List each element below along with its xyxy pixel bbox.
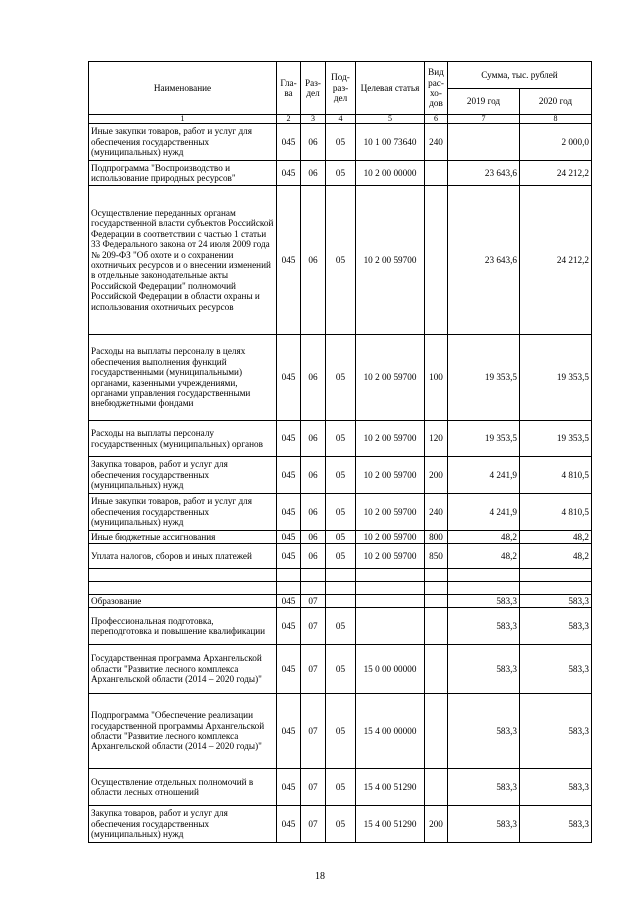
row-amount-2020: 19 353,5 — [520, 335, 592, 421]
row-expense-type — [425, 569, 448, 582]
row-target-article — [356, 582, 425, 595]
row-amount-2020: 583,3 — [520, 769, 592, 806]
row-expense-type: 240 — [425, 494, 448, 531]
row-expense-type: 200 — [425, 806, 448, 843]
row-name: Иные закупки товаров, работ и услуг для обеспечения государственных (муниципальных) нужд — [89, 124, 277, 161]
row-section: 06 — [301, 421, 326, 457]
row-subsection: 05 — [326, 124, 356, 161]
row-subsection: 05 — [326, 769, 356, 806]
row-expense-type: 120 — [425, 421, 448, 457]
row-chapter: 045 — [277, 806, 301, 843]
row-name: Образование — [89, 595, 277, 608]
row-expense-type — [425, 582, 448, 595]
row-subsection — [326, 582, 356, 595]
column-number: 7 — [448, 115, 520, 124]
page-number: 18 — [315, 871, 325, 882]
table-row — [89, 544, 592, 569]
column-number: 8 — [520, 115, 592, 124]
row-section: 06 — [301, 186, 326, 335]
row-section: 07 — [301, 595, 326, 608]
column-number: 2 — [277, 115, 301, 124]
row-amount-2019 — [448, 124, 520, 161]
row-chapter: 045 — [277, 186, 301, 335]
budget-table — [88, 61, 592, 843]
row-chapter: 045 — [277, 494, 301, 531]
header-year-2020: 2020 год — [520, 89, 592, 115]
row-target-article: 10 1 00 73640 — [356, 124, 425, 161]
row-amount-2020: 48,2 — [520, 531, 592, 544]
row-expense-type: 200 — [425, 457, 448, 494]
row-section: 07 — [301, 645, 326, 694]
column-number: 6 — [425, 115, 448, 124]
row-subsection: 05 — [326, 645, 356, 694]
row-subsection: 05 — [326, 608, 356, 645]
row-section: 06 — [301, 124, 326, 161]
column-number: 3 — [301, 115, 326, 124]
header-expense-type: Вид рас-хо-дов — [425, 62, 448, 115]
row-section: 07 — [301, 608, 326, 645]
row-chapter: 045 — [277, 769, 301, 806]
row-target-article: 10 2 00 59700 — [356, 335, 425, 421]
row-expense-type — [425, 595, 448, 608]
row-name — [89, 569, 277, 582]
row-expense-type: 240 — [425, 124, 448, 161]
column-number: 1 — [89, 115, 277, 124]
row-subsection: 05 — [326, 694, 356, 769]
header-amount: Сумма, тыс. рублей — [448, 62, 592, 89]
row-amount-2019: 4 241,9 — [448, 494, 520, 531]
row-section: 07 — [301, 806, 326, 843]
row-target-article: 10 2 00 59700 — [356, 494, 425, 531]
row-amount-2019: 583,3 — [448, 694, 520, 769]
row-subsection: 05 — [326, 544, 356, 569]
row-expense-type — [425, 161, 448, 186]
row-amount-2020: 583,3 — [520, 595, 592, 608]
row-subsection: 05 — [326, 457, 356, 494]
row-chapter: 045 — [277, 608, 301, 645]
row-amount-2019: 23 643,6 — [448, 161, 520, 186]
row-target-article: 15 4 00 51290 — [356, 769, 425, 806]
row-amount-2020 — [520, 569, 592, 582]
table-row — [89, 645, 592, 694]
row-expense-type — [425, 769, 448, 806]
row-subsection: 05 — [326, 494, 356, 531]
table-row — [89, 806, 592, 843]
row-amount-2019: 4 241,9 — [448, 457, 520, 494]
row-subsection: 05 — [326, 335, 356, 421]
table-row — [89, 124, 592, 161]
table-row — [89, 457, 592, 494]
row-target-article: 10 2 00 59700 — [356, 457, 425, 494]
table-body — [89, 124, 592, 843]
row-name: Государственная программа Архангельской области "Развитие лесного комплекса Архангельской области (2014 – 2020 годы)" — [89, 645, 277, 694]
header-section: Раз-дел — [301, 62, 326, 115]
row-section: 06 — [301, 335, 326, 421]
table-row — [89, 494, 592, 531]
row-expense-type: 800 — [425, 531, 448, 544]
row-amount-2020: 4 810,5 — [520, 494, 592, 531]
row-amount-2020: 583,3 — [520, 608, 592, 645]
row-name — [89, 582, 277, 595]
row-chapter: 045 — [277, 335, 301, 421]
row-amount-2019: 48,2 — [448, 531, 520, 544]
row-section: 06 — [301, 161, 326, 186]
row-name: Уплата налогов, сборов и иных платежей — [89, 544, 277, 569]
row-target-article: 10 2 00 59700 — [356, 544, 425, 569]
row-amount-2019: 583,3 — [448, 806, 520, 843]
column-number: 5 — [356, 115, 425, 124]
table-row — [89, 569, 592, 582]
row-section: 07 — [301, 769, 326, 806]
row-expense-type — [425, 645, 448, 694]
table-row — [89, 335, 592, 421]
row-expense-type — [425, 186, 448, 335]
row-section: 06 — [301, 494, 326, 531]
table-row — [89, 608, 592, 645]
row-chapter: 045 — [277, 124, 301, 161]
row-name: Осуществление отдельных полномочий в области лесных отношений — [89, 769, 277, 806]
row-chapter: 045 — [277, 595, 301, 608]
row-name: Осуществление переданных органам государственной власти субъектов Российской Федерации в соответствии с частью 1 статьи 33 Федерального закона от 24 июля 2009 года № 209-ФЗ "Об охоте и о сохранении охотничьих ресурсов и о внесении изменений в отдельные законодательные акты Российской Федерации" полномочий Российской Федерации в области охраны и использования охотничьих ресурсов — [89, 186, 277, 335]
table-row — [89, 186, 592, 335]
row-subsection: 05 — [326, 806, 356, 843]
header-name: Наименование — [89, 62, 277, 115]
row-name: Подпрограмма "Воспроизводство и использование природных ресурсов" — [89, 161, 277, 186]
row-chapter — [277, 582, 301, 595]
table-row — [89, 161, 592, 186]
row-target-article: 10 2 00 59700 — [356, 421, 425, 457]
row-target-article: 10 2 00 59700 — [356, 186, 425, 335]
header-year-2019: 2019 год — [448, 89, 520, 115]
row-chapter: 045 — [277, 694, 301, 769]
row-amount-2020: 48,2 — [520, 544, 592, 569]
row-section: 07 — [301, 694, 326, 769]
row-chapter: 045 — [277, 161, 301, 186]
row-subsection: 05 — [326, 186, 356, 335]
header-subsection: Под-раз-дел — [326, 62, 356, 115]
row-expense-type — [425, 694, 448, 769]
row-expense-type: 100 — [425, 335, 448, 421]
row-name: Профессиональная подготовка, переподготовка и повышение квалификации — [89, 608, 277, 645]
row-chapter: 045 — [277, 457, 301, 494]
row-amount-2019: 583,3 — [448, 769, 520, 806]
row-subsection: 05 — [326, 421, 356, 457]
row-target-article: 15 4 00 51290 — [356, 806, 425, 843]
table-row — [89, 582, 592, 595]
row-amount-2019: 583,3 — [448, 645, 520, 694]
row-amount-2019: 19 353,5 — [448, 335, 520, 421]
row-target-article — [356, 608, 425, 645]
table-header — [89, 62, 592, 124]
row-amount-2020: 19 353,5 — [520, 421, 592, 457]
row-section: 06 — [301, 531, 326, 544]
row-name: Закупка товаров, работ и услуг для обеспечения государственных (муниципальных) нужд — [89, 457, 277, 494]
row-target-article: 10 2 00 59700 — [356, 531, 425, 544]
column-number-row — [89, 115, 592, 124]
row-chapter: 045 — [277, 531, 301, 544]
row-amount-2020: 583,3 — [520, 694, 592, 769]
row-subsection: 05 — [326, 161, 356, 186]
row-subsection — [326, 569, 356, 582]
table-row — [89, 769, 592, 806]
row-name: Иные бюджетные ассигнования — [89, 531, 277, 544]
row-amount-2020: 24 212,2 — [520, 161, 592, 186]
row-amount-2019 — [448, 582, 520, 595]
row-target-article — [356, 595, 425, 608]
row-amount-2019: 23 643,6 — [448, 186, 520, 335]
row-amount-2020: 583,3 — [520, 645, 592, 694]
row-amount-2019: 583,3 — [448, 595, 520, 608]
row-section — [301, 582, 326, 595]
row-expense-type: 850 — [425, 544, 448, 569]
row-amount-2019 — [448, 569, 520, 582]
row-chapter: 045 — [277, 645, 301, 694]
column-number: 4 — [326, 115, 356, 124]
header-chapter: Гла-ва — [277, 62, 301, 115]
row-name: Подпрограмма "Обеспечение реализации государственной программы Архангельской области "Развитие лесного комплекса Архангельской области (2014 – 2020 годы)" — [89, 694, 277, 769]
row-amount-2020: 24 212,2 — [520, 186, 592, 335]
row-amount-2020: 583,3 — [520, 806, 592, 843]
table-row — [89, 531, 592, 544]
row-section: 06 — [301, 544, 326, 569]
row-expense-type — [425, 608, 448, 645]
row-target-article: 15 0 00 00000 — [356, 645, 425, 694]
row-name: Закупка товаров, работ и услуг для обеспечения государственных (муниципальных) нужд — [89, 806, 277, 843]
row-amount-2020: 2 000,0 — [520, 124, 592, 161]
row-section — [301, 569, 326, 582]
row-subsection — [326, 595, 356, 608]
row-amount-2020 — [520, 582, 592, 595]
row-section: 06 — [301, 457, 326, 494]
table-row — [89, 595, 592, 608]
row-amount-2020: 4 810,5 — [520, 457, 592, 494]
row-chapter: 045 — [277, 421, 301, 457]
row-name: Расходы на выплаты персоналу государственных (муниципальных) органов — [89, 421, 277, 457]
row-amount-2019: 583,3 — [448, 608, 520, 645]
row-amount-2019: 19 353,5 — [448, 421, 520, 457]
row-name: Расходы на выплаты персоналу в целях обеспечения выполнения функций государственными (муниципальными) органами, казенными учреждениями, органами управления государственными внебюджетными фондами — [89, 335, 277, 421]
row-subsection: 05 — [326, 531, 356, 544]
row-name: Иные закупки товаров, работ и услуг для обеспечения государственных (муниципальных) нужд — [89, 494, 277, 531]
row-chapter: 045 — [277, 544, 301, 569]
row-chapter — [277, 569, 301, 582]
table-row — [89, 694, 592, 769]
row-target-article: 15 4 00 00000 — [356, 694, 425, 769]
row-amount-2019: 48,2 — [448, 544, 520, 569]
table-row — [89, 421, 592, 457]
row-target-article — [356, 569, 425, 582]
row-target-article: 10 2 00 00000 — [356, 161, 425, 186]
header-target-article: Целевая статья — [356, 62, 425, 115]
